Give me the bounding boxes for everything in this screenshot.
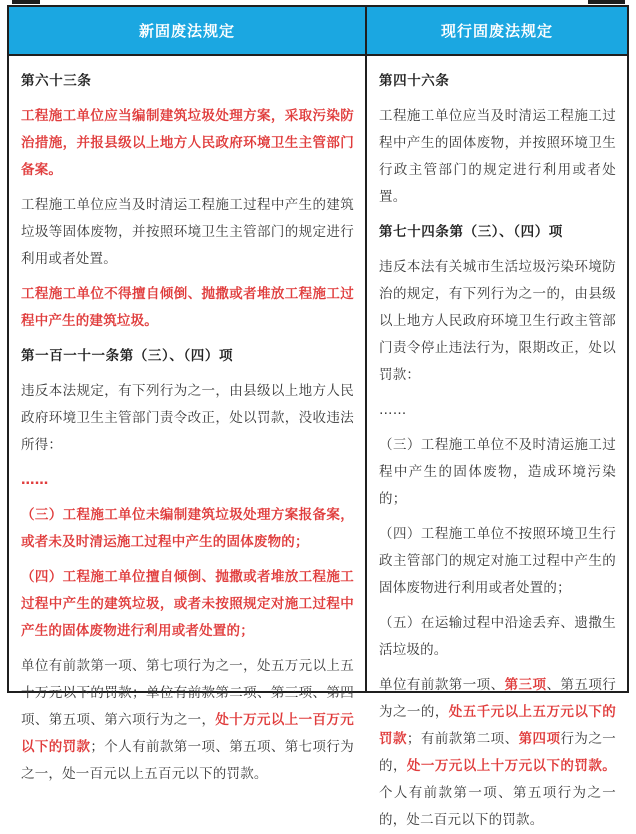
law-paragraph [379, 521, 616, 602]
highlighted-text: （三）工程施工单位未编制建筑垃圾处理方案报备案，或者未及时清运施工过程中产生的固体废物的； [21, 507, 354, 550]
law-paragraph [379, 432, 616, 513]
law-paragraph [21, 103, 354, 184]
text-segment: 工程施工单位应当及时清运工程施工过程中产生的建筑垃圾等固体废物，并按照环境卫生主管部门的规定进行利用或者处置。 [21, 197, 354, 267]
text-segment: 第七十四条第（三）、（四）项 [379, 224, 563, 240]
column-header-current-law: 现行固废法规定 [440, 22, 553, 40]
crop-artifact-top-left [12, 0, 40, 4]
text-segment: （三）工程施工单位不及时清运施工过程中产生的固体废物，造成环境污染的； [379, 437, 616, 507]
text-segment: 单位有前款第一项、 [379, 677, 505, 693]
highlighted-text: 第三项 [504, 677, 547, 693]
law-paragraph [21, 281, 354, 335]
crop-artifact-top-right [588, 0, 625, 4]
text-segment: 单位有前款第一项、第七项行为之一，处五万元以上五十万元以下的罚款；单位有前款第二项、第三项、第四项、第五项、第六项行为之一， [21, 658, 354, 728]
article-heading [21, 343, 354, 370]
text-segment: 第六十三条 [21, 73, 92, 89]
law-comparison-table [7, 5, 629, 828]
law-paragraph [379, 397, 616, 424]
article-heading [379, 68, 616, 95]
article-heading [21, 68, 354, 95]
highlighted-text: 工程施工单位应当编制建筑垃圾处理方案，采取污染防治措施，并报县级以上地方人民政府环境卫生主管部门备案。 [21, 108, 354, 178]
law-paragraph [379, 254, 616, 389]
law-paragraph [21, 502, 354, 556]
highlighted-text: 工程施工单位不得擅自倾倒、抛撒或者堆放工程施工过程中产生的建筑垃圾。 [21, 286, 354, 329]
text-segment: 第一百一十一条第（三）、（四）项 [21, 348, 234, 364]
text-segment: （四）工程施工单位不按照环境卫生行政主管部门的规定对施工过程中产生的固体废物进行利用或者处置的； [379, 526, 616, 596]
column-body-new-law [9, 56, 367, 782]
text-segment: 个人有前款第一项、第五项行为之一的，处二百元以下的罚款。 [379, 785, 616, 828]
text-segment: 、第五项行为之一的， [379, 677, 616, 720]
law-paragraph [379, 672, 616, 834]
law-paragraph [21, 564, 354, 645]
highlighted-text: 处一万元以上十万元以下的罚款。 [406, 758, 617, 774]
text-segment: 违反本法规定，有下列行为之一，由县级以上地方人民政府环境卫生主管部门责令改正，处以罚款，没收违法所得： [21, 383, 354, 453]
text-segment: 第四十六条 [379, 73, 450, 89]
law-paragraph [21, 192, 354, 273]
highlighted-text: 第四项 [518, 731, 561, 747]
law-paragraph [21, 653, 354, 788]
law-paragraph [379, 610, 616, 664]
text-segment: ；有前款第二项、 [406, 731, 519, 747]
table-body-row [9, 56, 627, 828]
law-paragraph [379, 103, 616, 211]
text-segment: 工程施工单位应当及时清运工程施工过程中产生的固体废物，并按照环境卫生行政主管部门的规定进行利用或者处置。 [379, 108, 616, 205]
highlighted-text: 处五千元以上五万元以下的罚款 [379, 704, 616, 747]
text-segment: …… [379, 402, 407, 418]
highlighted-text: 处十万元以上一百万元以下的罚款 [21, 712, 354, 755]
column-header-new-law: 新固废法规定 [9, 7, 367, 54]
table-header-row [9, 7, 627, 56]
text-segment: ；个人有前款第一项、第五项、第七项行为之一，处一百元以上五百元以下的罚款。 [21, 739, 354, 782]
highlighted-text: （四）工程施工单位擅自倾倒、抛撒或者堆放工程施工过程中产生的建筑垃圾，或者未按照规定对施工过程中产生的固体废物进行利用或者处置的； [21, 569, 354, 639]
text-segment: 行为之一的， [379, 731, 616, 774]
article-heading [379, 219, 616, 246]
column-body-current-law [367, 56, 627, 828]
highlighted-text: …… [21, 472, 49, 488]
text-segment: 违反本法有关城市生活垃圾污染环境防治的规定，有下列行为之一的，由县级以上地方人民政府环境卫生行政主管部门责令停止违法行为，限期改正，处以罚款： [379, 259, 616, 383]
text-segment: （五）在运输过程中沿途丢弃、遗撒生活垃圾的。 [379, 615, 616, 658]
law-paragraph [21, 378, 354, 459]
law-paragraph [21, 467, 354, 494]
